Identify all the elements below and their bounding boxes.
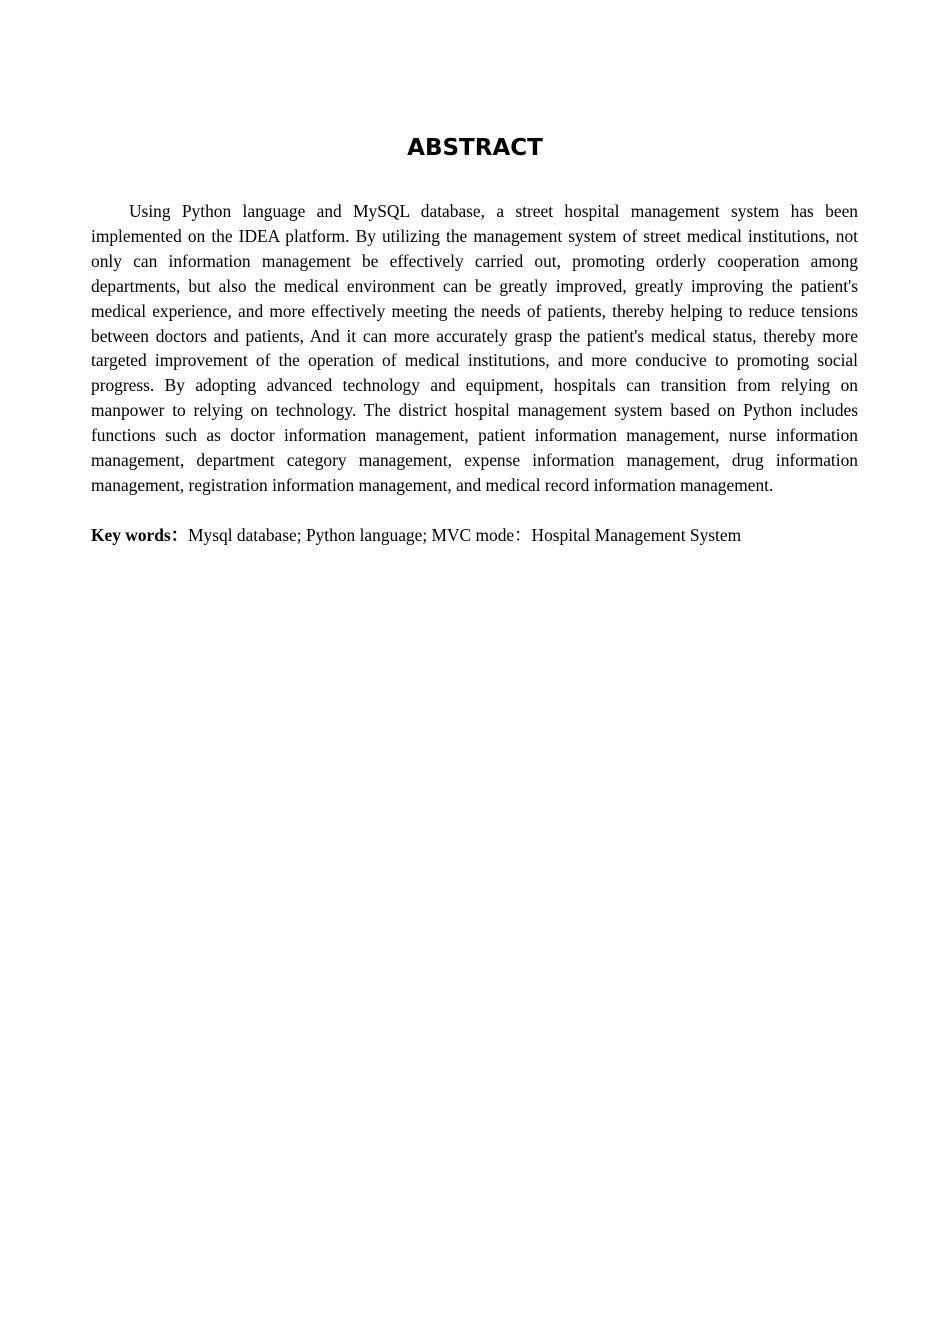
keywords-label: Key words： — [91, 525, 189, 545]
keywords-text: Mysql database; Python language; MVC mode：Hospital Management System — [188, 525, 742, 545]
keywords-line — [91, 523, 858, 548]
abstract-body: Using Python language and MySQL database, a street hospital management system has been implemented on the IDEA platform. By utilizing the management system of street medical institutions, not only can information management be effectively carried out, promoting orderly cooperation among departments, but also the medical environment can be greatly improved, greatly improving the patient's medical experience, and more effectively meeting the needs of patients, thereby helping to reduce tensions between doctors and patients, And it can more accurately grasp the patient's medical status, thereby more targeted improvement of the operation of medical institutions, and more conducive to promoting social progress. By adopting advanced technology and equipment, hospitals can transition from relying on manpower to relying on technology. The district hospital management system based on Python includes functions such as doctor information management, patient information management, nurse information management, department category management, expense information management, drug information management, registration information management, and medical record information management. — [91, 201, 858, 495]
abstract-title: ABSTRACT — [407, 135, 543, 161]
